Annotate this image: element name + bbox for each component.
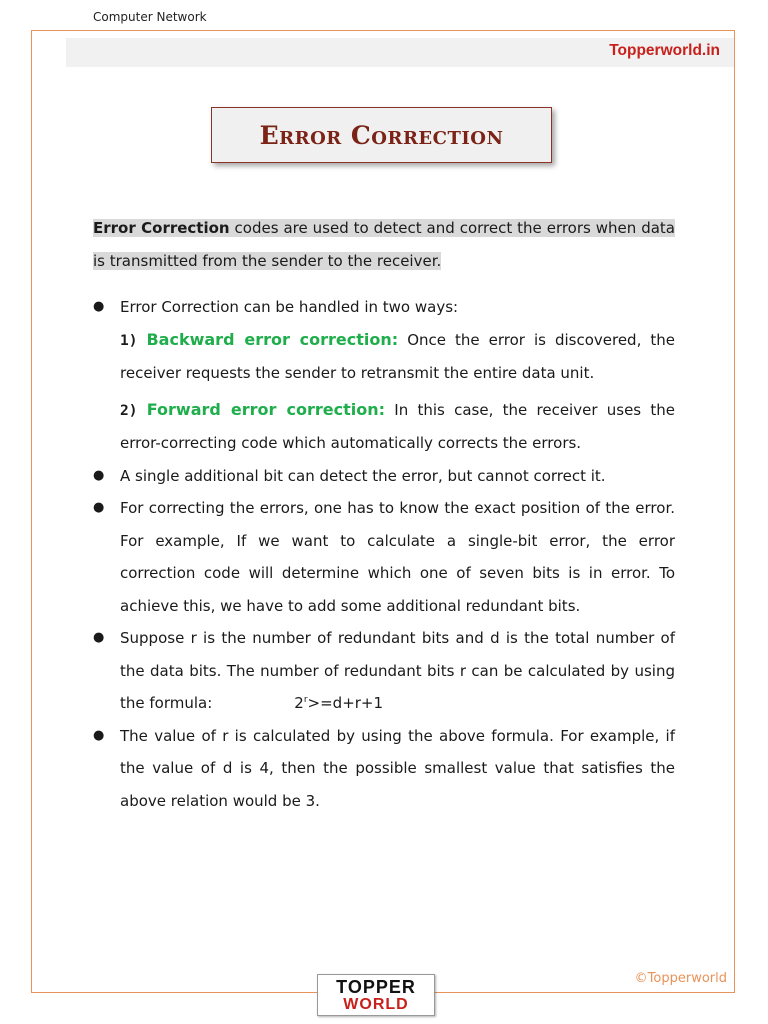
list-item [93, 492, 675, 622]
intro-term: Error Correction [93, 219, 230, 237]
document-header: Computer Network [93, 10, 207, 24]
formula [294, 694, 383, 712]
brand-name[interactable]: Topperworld.in [609, 42, 720, 59]
intro-highlight [93, 219, 675, 270]
topperworld-logo [317, 974, 435, 1016]
way-text: In this case, the receiver uses the error-correcting code which automatically corrects the errors. [120, 400, 675, 452]
page-title: Error Correction [259, 120, 504, 150]
bullet-icon: ● [93, 727, 105, 743]
list-item [93, 720, 675, 818]
way-label: Forward error correction: [146, 399, 385, 419]
bullet-icon: ● [93, 630, 105, 645]
formula-base: 2 [294, 694, 304, 712]
title-box [211, 107, 552, 163]
bullet-text: The value of r is calculated by using the above formula. For example, if the value of d is 4, then the possible smallest value that satisfies the above relation would be 3. [120, 726, 675, 810]
formula-rest: >=d+r+1 [307, 694, 384, 712]
bullet-text: Suppose r is the number of redundant bits and d is the total number of the data bits. The number of redundant bits r can be calculated by using the formula: [120, 629, 675, 712]
bullet-icon: ● [93, 500, 105, 515]
way-text: Once the error is discovered, the receiver requests the sender to retransmit the entire data unit. [120, 330, 675, 382]
bullet-text: A single additional bit can detect the error, but cannot correct it. [120, 466, 606, 485]
list-item [93, 460, 675, 493]
list-item [120, 324, 675, 390]
main-content [93, 212, 675, 817]
list-item [93, 622, 675, 720]
bullet-text: For correcting the errors, one has to know the exact position of the error. For example, If we want to calculate a single-bit error, the error correction code will determine which one of seven bits is in error. To achieve this, we have to add some additional redundant bits. [120, 499, 675, 615]
footer-copyright: ©Topperworld [634, 971, 727, 986]
bullet-list [93, 460, 675, 818]
bullet-text: Error Correction can be handled in two ways: [120, 298, 459, 316]
logo-top-text: TOPPER [336, 977, 416, 997]
item-number: 2) [120, 402, 138, 419]
bullet-list [93, 291, 675, 324]
item-number: 1) [120, 332, 138, 349]
intro-text-line2: is transmitted from the sender to the receiver. [93, 251, 442, 270]
way-label: Backward error correction: [146, 329, 399, 349]
formula-exponent: r [303, 695, 308, 705]
brand-bar [66, 38, 734, 67]
intro-text-line1: codes are used to detect and correct the errors when data [229, 219, 675, 237]
logo-bottom-text: WORLD [343, 996, 409, 1013]
bullet-icon: ● [93, 299, 105, 314]
list-item [120, 394, 675, 460]
intro-paragraph [93, 212, 675, 277]
bullet-icon: ● [93, 467, 105, 483]
correction-ways-list [93, 324, 675, 460]
list-item [93, 291, 675, 324]
